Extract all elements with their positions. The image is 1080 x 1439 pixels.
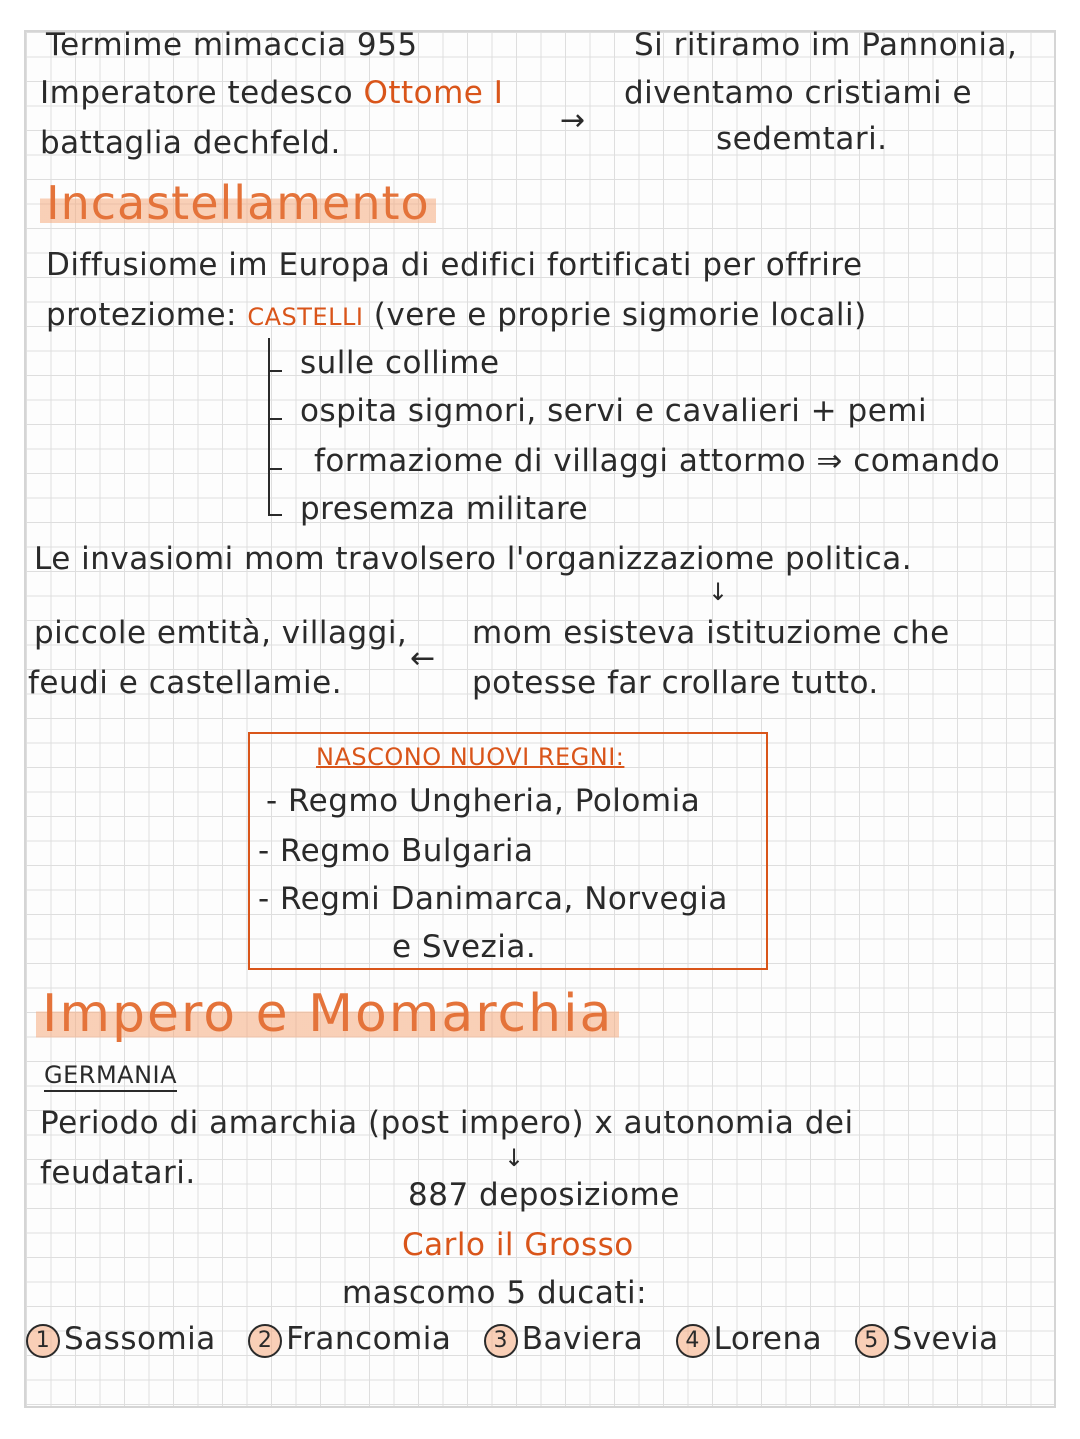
number-4-icon: 4 (676, 1324, 710, 1358)
left-arrow-icon: ← (410, 641, 436, 676)
regno-item: - Regmo Bulgaria (258, 833, 534, 869)
ducato-item: 3 Baviera (484, 1321, 644, 1357)
top-left-line-2: Imperatore tedesco Ottome I (40, 75, 504, 111)
number-2-icon: 2 (248, 1324, 282, 1358)
invasioni-line: Le invasiomi mom travolsero l'organizzaziome politica. (34, 541, 913, 577)
down-arrow-icon: ↓ (504, 1144, 525, 1172)
top-left-line-3: battaglia dechfeld. (40, 125, 341, 161)
regno-item: - Regmo Ungheria, Polomia (266, 783, 701, 819)
castelli-bullet: sulle collime (300, 345, 500, 381)
regno-item: - Regmi Danimarca, Norvegia (258, 881, 728, 917)
top-right-line-2: diventamo cristiami e (624, 75, 973, 111)
castelli-bullet: formaziome di villaggi attormo ⇒ comando (314, 443, 1001, 479)
right-arrow-icon: → (560, 103, 586, 138)
incastellamento-title: Incastellamento (40, 178, 436, 229)
ottone-highlight: Ottome I (363, 75, 504, 111)
ducati-list (26, 1322, 1021, 1358)
incastellamento-desc-2: proteziome: CASTELLI (vere e proprie sigmorie locali) (46, 297, 867, 333)
ducato-item: 5 Svevia (855, 1321, 999, 1357)
invasioni-left-1: piccole emtità, villaggi, (34, 615, 408, 651)
nuovi-regni-title: NASCONO NUOVI REGNI: (316, 743, 625, 771)
bullet-bracket (268, 338, 282, 516)
bracket-tick (268, 468, 282, 470)
invasioni-left-2: feudi e castellamie. (28, 665, 343, 701)
ducato-item: 1 Sassomia (26, 1321, 216, 1357)
bracket-tick (268, 514, 282, 516)
nascono-ducati: mascomo 5 ducati: (342, 1275, 648, 1311)
castelli-bullet: ospita sigmori, servi e cavalieri + pemi (300, 393, 928, 429)
number-1-icon: 1 (26, 1324, 60, 1358)
invasioni-right-1: mom esisteva istituziome che (472, 615, 950, 651)
invasioni-right-2: potesse far crollare tutto. (472, 665, 879, 701)
impero-line-2: feudatari. (40, 1155, 196, 1191)
castelli-bullet: presemza militare (300, 491, 589, 527)
impero-title: Impero e Momarchia (36, 986, 619, 1043)
top-right-line-1: Si ritiramo im Pannonia, (634, 27, 1018, 63)
bracket-tick (268, 370, 282, 372)
regno-item: e Svezia. (392, 929, 537, 965)
germania-subtitle: GERMANIA (44, 1062, 177, 1092)
deposizione-line: 887 deposiziome (408, 1177, 680, 1213)
top-right-line-3: sedemtari. (716, 121, 888, 157)
ducato-item: 4 Lorena (676, 1321, 822, 1357)
number-3-icon: 3 (484, 1324, 518, 1358)
top-left-line-1: Termime mimaccia 955 (46, 27, 418, 63)
carlo-il-grosso: Carlo il Grosso (402, 1227, 634, 1263)
number-5-icon: 5 (855, 1324, 889, 1358)
bracket-tick (268, 418, 282, 420)
ducato-item: 2 Francomia (248, 1321, 451, 1357)
impero-line-1: Periodo di amarchia (post impero) x autonomia dei (40, 1105, 854, 1141)
down-arrow-icon: ↓ (708, 578, 729, 606)
castelli-highlight: CASTELLI (247, 303, 364, 331)
incastellamento-desc-1: Diffusiome im Europa di edifici fortificati per offrire (46, 247, 863, 283)
